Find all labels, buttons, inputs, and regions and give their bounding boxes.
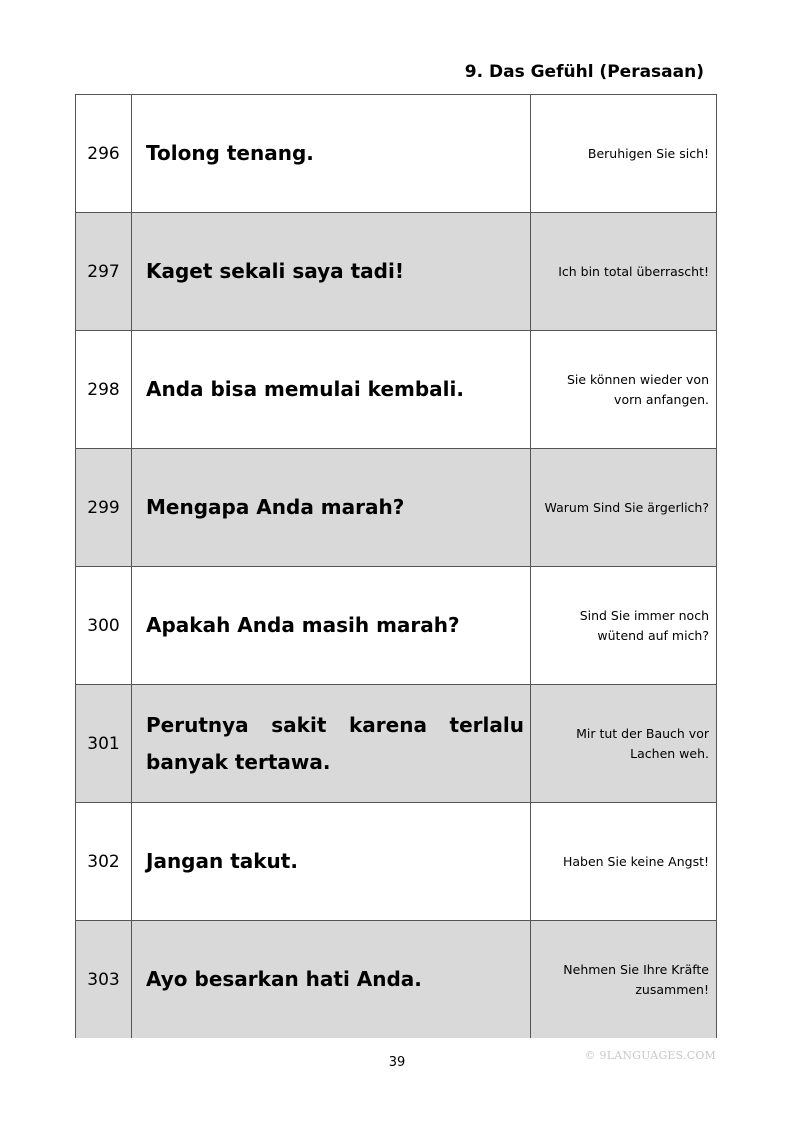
row-number: 303	[76, 921, 132, 1039]
page-number: 39	[388, 1055, 406, 1070]
german-translation: Ich bin total überrascht!	[531, 213, 717, 331]
phrase-table	[75, 94, 717, 1038]
row-number: 301	[76, 685, 132, 803]
indonesian-phrase: Anda bisa memulai kembali.	[132, 331, 531, 449]
row-number: 302	[76, 803, 132, 921]
indonesian-phrase: Kaget sekali saya tadi!	[132, 213, 531, 331]
table-row	[76, 331, 717, 449]
german-translation: Beruhigen Sie sich!	[531, 95, 717, 213]
german-translation: Haben Sie keine Angst!	[531, 803, 717, 921]
row-number: 297	[76, 213, 132, 331]
table-row	[76, 567, 717, 685]
row-number: 300	[76, 567, 132, 685]
table-row	[76, 449, 717, 567]
german-translation: Warum Sind Sie ärgerlich?	[531, 449, 717, 567]
table-row	[76, 803, 717, 921]
table-row	[76, 685, 717, 803]
german-translation: Nehmen Sie Ihre Kräfte zusammen!	[531, 921, 717, 1039]
indonesian-phrase: Perutnya sakit karena terlalu banyak tertawa.	[132, 685, 531, 803]
indonesian-phrase: Apakah Anda masih marah?	[132, 567, 531, 685]
table-row	[76, 213, 717, 331]
table-row	[76, 95, 717, 213]
row-number: 296	[76, 95, 132, 213]
indonesian-phrase: Mengapa Anda marah?	[132, 449, 531, 567]
german-translation: Mir tut der Bauch vor Lachen weh.	[531, 685, 717, 803]
page-header-title: 9. Das Gefühl (Perasaan)	[464, 62, 704, 82]
german-translation: Sie können wieder von vorn anfangen.	[531, 331, 717, 449]
row-number: 298	[76, 331, 132, 449]
table-row	[76, 921, 717, 1039]
indonesian-phrase: Ayo besarkan hati Anda.	[132, 921, 531, 1039]
watermark-text: © 9LANGUAGES.COM	[584, 1049, 716, 1062]
german-translation: Sind Sie immer noch wütend auf mich?	[531, 567, 717, 685]
indonesian-phrase: Tolong tenang.	[132, 95, 531, 213]
row-number: 299	[76, 449, 132, 567]
indonesian-phrase: Jangan takut.	[132, 803, 531, 921]
